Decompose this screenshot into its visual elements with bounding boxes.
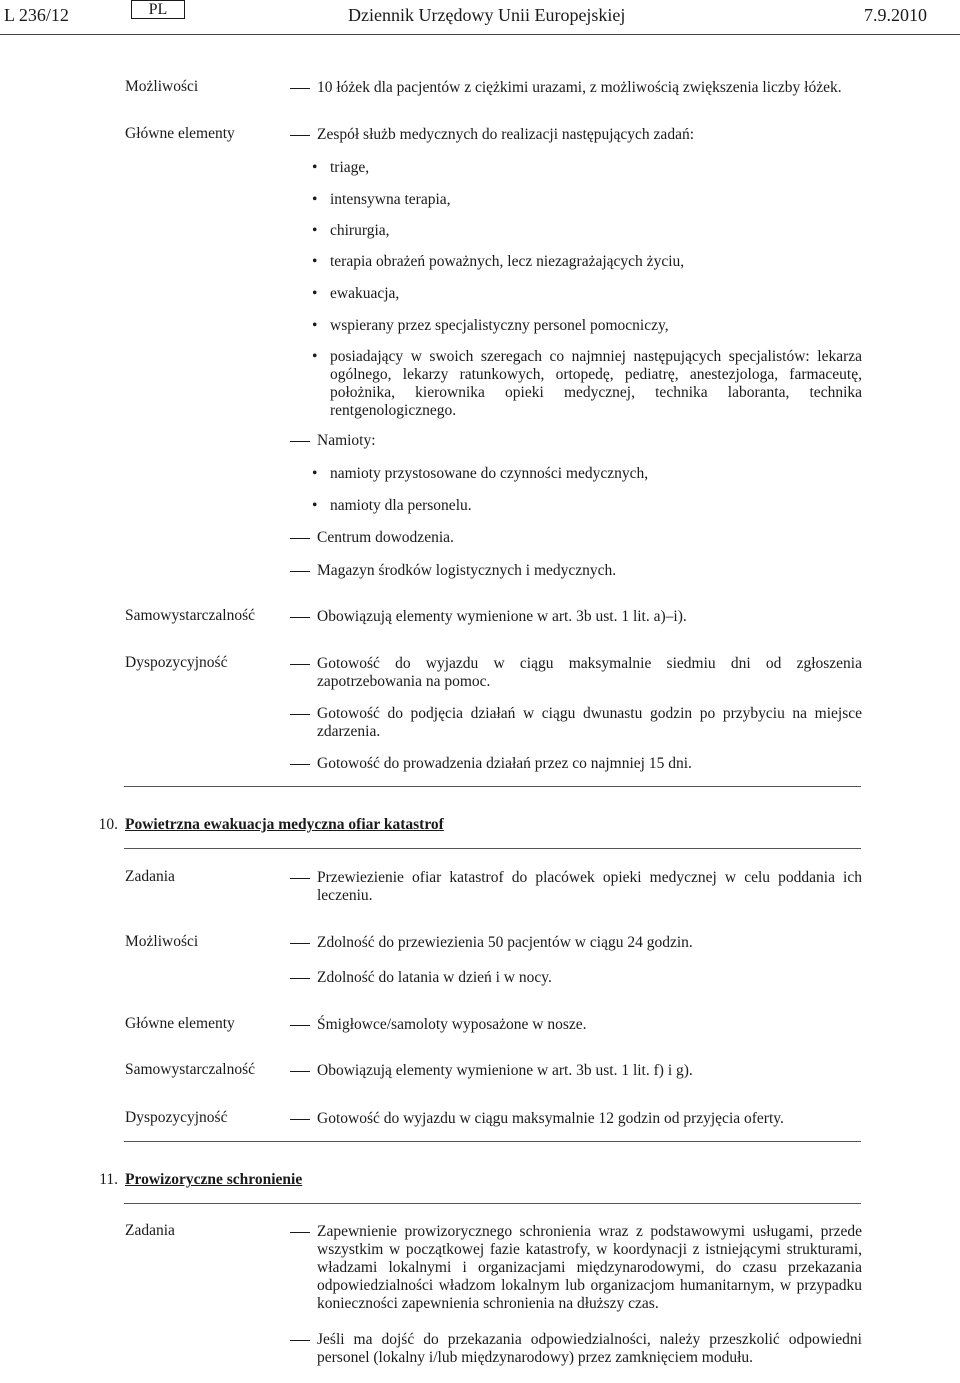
label-mozliwosci: Możliwości — [125, 78, 199, 95]
language-badge: PL — [131, 0, 185, 19]
section-rule — [124, 848, 861, 849]
samowystarczalnosc-item: Obowiązują elementy wymienione w art. 3b ust. 1 lit. a)–i). — [290, 608, 862, 626]
label-dyspozycyjnosc: Dyspozycyjność — [125, 1109, 228, 1126]
section-number: 10. — [98, 816, 118, 833]
mozliwosci-item: Zdolność do przewiezienia 50 pacjentów w ciągu 24 godzin. — [290, 934, 862, 952]
dyspozycyjnosc-item: Gotowość do prowadzenia działań przez co najmniej 15 dni. — [290, 755, 862, 773]
task-item: • chirurgia, — [312, 222, 390, 239]
tent-item: • namioty dla personelu. — [312, 497, 472, 514]
label-glowne-elementy: Główne elementy — [125, 125, 235, 142]
label-dyspozycyjnosc: Dyspozycyjność — [125, 654, 228, 671]
task-item: • terapia obrażeń poważnych, lecz niezagrażających życiu, — [312, 253, 685, 270]
section-number: 11. — [99, 1171, 118, 1188]
zadania-item: Przewiezienie ofiar katastrof do placówek opieki medycznej w celu poddania ich leczeniu. — [290, 869, 862, 905]
glowne-elementy-item: Śmigłowce/samoloty wyposażone w nosze. — [290, 1016, 862, 1034]
label-zadania: Zadania — [125, 868, 175, 885]
section-title: Powietrzna ewakuacja medyczna ofiar katastrof — [125, 816, 444, 833]
section-title: Prowizoryczne schronienie — [125, 1171, 303, 1188]
label-zadania: Zadania — [125, 1222, 175, 1239]
dyspozycyjnosc-item: Gotowość do podjęcia działań w ciągu dwunastu godzin po przybyciu na miejsce zdarzenia. — [290, 705, 862, 741]
task-item: • wspierany przez specjalistyczny personel pomocniczy, — [312, 317, 669, 334]
section-rule — [124, 786, 861, 787]
label-samowystarczalnosc: Samowystarczalność — [125, 1061, 255, 1078]
section-rule — [124, 1203, 861, 1204]
zadania-item: Zapewnienie prowizorycznego schronienia wraz z podstawowymi usługami, przede wszystkim w początkowej fazie katastrofy, w koordynacji z istniejącymi strukturami, władzami lokalnymi i organizacjami międzynarodowymi, do czasu przekazania odpowiedzialności władzom lokalnym lub organizacjom humanitarnym, w przypadku konieczności zapewnienia schronienia na dłuższy czas. — [290, 1223, 862, 1313]
task-item: • triage, — [312, 159, 370, 176]
page-header — [0, 0, 960, 34]
publication-date: 7.9.2010 — [864, 5, 927, 25]
label-samowystarczalnosc: Samowystarczalność — [125, 607, 255, 624]
centrum-item: Centrum dowodzenia. — [290, 529, 862, 547]
task-item: • posiadający w swoich szeregach co najmniej następujących specjalistów: lekarza ogólnego, lekarzy ratunkowych, ortopedę, pediatrę, anestezjologa, farmaceutę, położnika, kierownika opieki medycznej, technika laboranta, technika rentgenologicznego. — [312, 348, 862, 419]
namioty-item: Namioty: — [290, 432, 862, 450]
magazyn-item: Magazyn środków logistycznych i medycznych. — [290, 562, 862, 580]
section-rule — [124, 1141, 861, 1142]
header-rule — [0, 34, 960, 35]
dyspozycyjnosc-item: Gotowość do wyjazdu w ciągu maksymalnie siedmiu dni od zgłoszenia zapotrzebowania na pomoc. — [290, 655, 862, 691]
task-item: • ewakuacja, — [312, 285, 400, 302]
mozliwosci-item: Zdolność do latania w dzień i w nocy. — [290, 969, 862, 987]
label-mozliwosci: Możliwości — [125, 933, 199, 950]
journal-title: Dziennik Urzędowy Unii Europejskiej — [348, 5, 626, 25]
label-glowne-elementy: Główne elementy — [125, 1015, 235, 1032]
mozliwosci-item: 10 łóżek dla pacjentów z ciężkimi urazami, z możliwością zwiększenia liczby łóżek. — [290, 79, 862, 97]
tent-item: • namioty przystosowane do czynności medycznych, — [312, 465, 649, 482]
page-reference: L 236/12 — [4, 5, 69, 25]
dyspozycyjnosc-item: Gotowość do wyjazdu w ciągu maksymalnie 12 godzin od przyjęcia oferty. — [290, 1110, 862, 1128]
task-item: • intensywna terapia, — [312, 191, 451, 208]
zespol-item: Zespół służb medycznych do realizacji następujących zadań: — [290, 126, 862, 144]
samowystarczalnosc-item: Obowiązują elementy wymienione w art. 3b ust. 1 lit. f) i g). — [290, 1062, 862, 1080]
zadania-item: Jeśli ma dojść do przekazania odpowiedzialności, należy przeszkolić odpowiedni personel (lokalny i/lub międzynarodowy) przez zamknięciem modułu. — [290, 1331, 862, 1367]
